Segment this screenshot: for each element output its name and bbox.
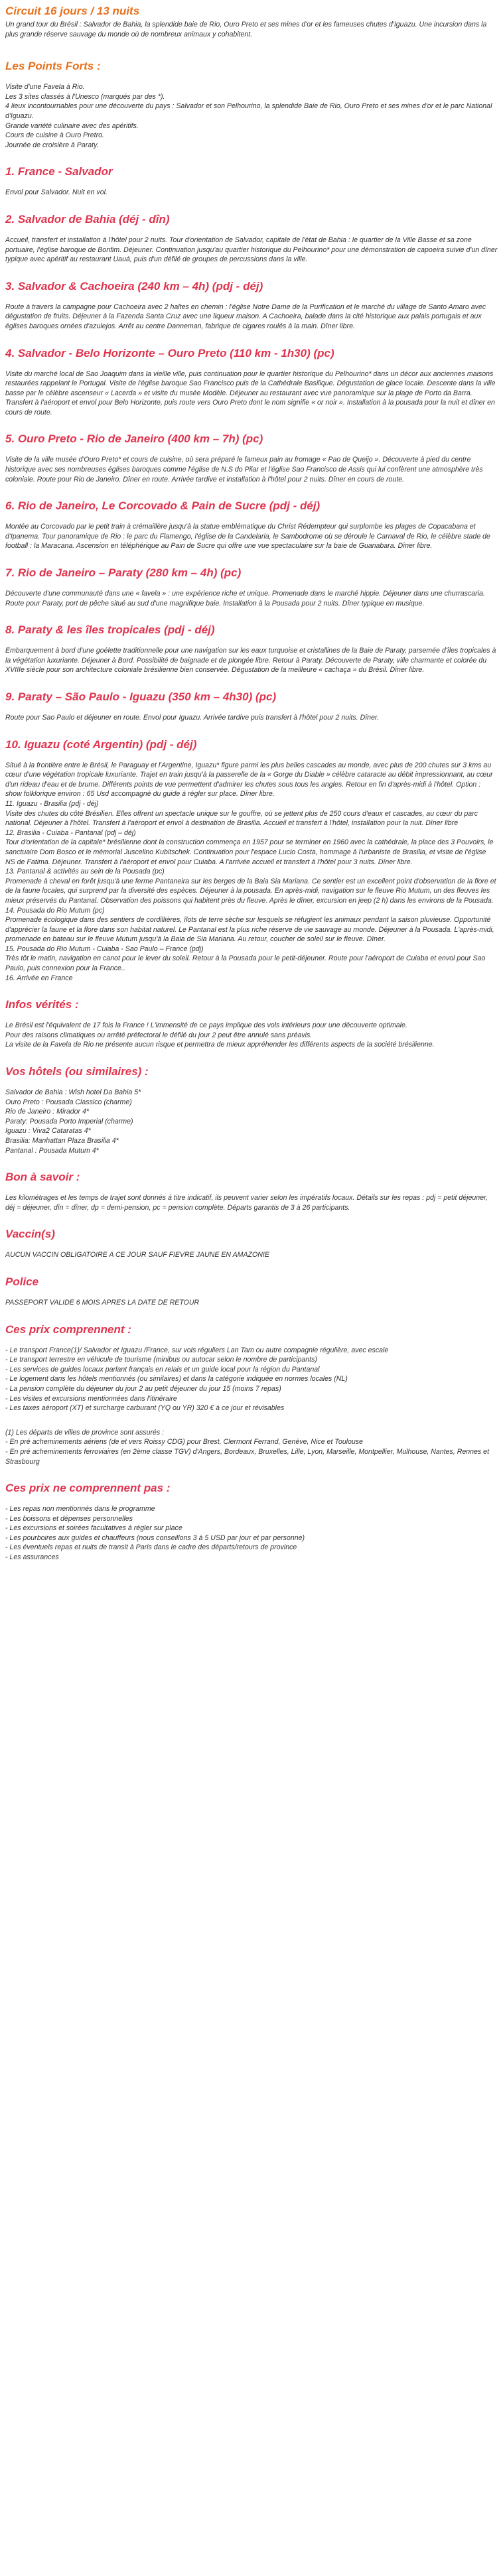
prix-ne-comprennent-list	[5, 1504, 498, 1563]
day-6-text: Montée au Corcovado par le petit train à crémaillère jusqu'à la statue emblématique du Christ Rédempteur qui surplombe les plages de Copacabana et d'Ipanema. Tour panoramique de Rio : le parc du Flamengo, l'église de la Candelaria, le Sambodrome où se déroule le Carnaval de Rio, le célèbre stade de football : la Maracana. Ascension en téléphérique au Pain de Sucre qui offre une vue spectaculaire sur la baie de Guanabara. Dîner libre.	[5, 523, 490, 550]
day-10-text: Situé à la frontière entre le Brésil, le Paraguay et l'Argentine, Iguazu* figure parmi les plus belles cascades au monde, avec plus de 200 chutes sur 3 kms au cœur d'une végétation tropicale luxuriante. Trajet en train jusqu'à la passerelle de la « Gorge du Diable » célèbre cataracte au débit impressionnant, au cœur d'un rideau d'eau et de brume. Différents points de vue permettent d'admirer les chutes sous tous les angles. Retour en fin d'après-midi à l'hôtel. Option : show folklorique environ : 65 Usd accompagné du guide à régler sur place. Dîner libre.	[5, 761, 493, 799]
prix-ne-comprennent-item: - Les éventuels repas et nuits de transit à Paris dans le cadre des départs/retours de province	[5, 1543, 297, 1552]
points-forts-heading: Les Points Forts :	[5, 60, 101, 73]
hotel-item: Rio de Janeiro : Mirador 4*	[5, 1108, 90, 1116]
day-4-title: 4. Salvador - Belo Horizonte – Ouro Preto (110 km - 1h30) (pc)	[5, 346, 334, 359]
hotel-item: Ouro Preto : Pousada Classico (charme)	[5, 1098, 132, 1106]
day-5-text: Visite de la ville musée d'Ouro Preto* et cours de cuisine, où sera préparé le fameux pain au fromage « Pao de Queijo ». Découverte à pied du centre historique avec ses nombreuses églises baroques comme l'église de N.S do Pilar et l'église Sao Francisco de Assis qui lui confèrent une atmosphère très coloniale. Route pour Rio de Janeiro. Dîner en route. Arrivée tardive et installation à l'hôtel pour 2 nuits. Dîner en cours de route.	[5, 456, 483, 483]
prix-comprennent-item: - Les taxes aéroport (XT) et surcharge carburant (YQ ou YR) 320 € à ce jour et révisables	[5, 1404, 285, 1413]
day-12-text: Tour d'orientation de la capitale* brésilienne dont la construction commença en 1957 pour se terminer en 1960 avec la cathédrale, la place des 3 Pouvoirs, le sanctuaire Dom Bosco et le mémorial Juscelino Kubitschek. Continuation pour l'espace Lucio Costa, hommage à l'urbaniste de Brasilia, et visite de l'église NS de Fatima. Déjeuner. Transfert à l'aéroport et envol pour Cuiaba. A l'arrivée accueil et transfert à l'hôtel pour 3 nuits. Dîner libre.	[5, 838, 494, 866]
day-9-text: Route pour Sao Paulo et déjeuner en route. Envol pour Iguazu. Arrivée tardive puis transfert à l'hôtel pour 2 nuits. Dîner.	[5, 714, 380, 722]
prix-ne-comprennent-item: - Les repas non mentionnés dans le programme	[5, 1505, 155, 1513]
prix-comprennent-note: (1) Les départs de villes de province sont assurés : - En pré acheminements aériens (de et vers Roissy CDG) pour Brest, Clermont Ferrand, Genève, Nice et Toulouse - En pré acheminements ferroviaires (en 2ème classe TGV) d'Angers, Bordeaux, Bruxelles, Lille, Lyon, Marseille, Montpellier, Mulhouse, Nantes, Rennes et Strasbourg	[5, 1428, 490, 1466]
hotels-heading: Vos hôtels (ou similaires) :	[5, 1065, 149, 1078]
day-11-title: 11. Iguazu - Brasilia (pdj - déj)	[5, 799, 99, 808]
day-9-title: 9. Paraty – São Paulo - Iguazu (350 km – 4h30) (pc)	[5, 690, 277, 703]
day-14-text: Promenade écologique dans des sentiers de cordillières, îlots de terre sèche sur lesquels se réfugient les animaux pendant la saison pluvieuse. Opportunité d'apprécier la faune et la flore dans son habitat naturel. Le Pantanal est la plus riche réserve de vie sauvage au monde. Déjeuner à la Pousada. L'après-midi, promenade en bateau sur le fleuve Mutum jusqu'à la Baia de Sia Mariana. Au retour, coucher de soleil sur le fleuve. Dîner.	[5, 916, 494, 944]
prix-comprennent-item: - La pension complète du déjeuner du jour 2 au petit déjeuner du jour 15 (moins 7 repas)	[5, 1384, 281, 1393]
prix-comprennent-item: - Les visites et excursions mentionnées dans l'itinéraire	[5, 1394, 177, 1403]
prix-comprennent-heading: Ces prix comprennent :	[5, 1322, 131, 1336]
vaccins-heading: Vaccin(s)	[5, 1228, 55, 1241]
day-15-text: Très tôt le matin, navigation en canot pour le lever du soleil. Retour à la Pousada pour le petit-déjeuner. Route pour l'aéroport de Cuiaba et envol pour Sao Paulo, puis connexion pour la France..	[5, 954, 486, 973]
hotel-item: Brasilia: Manhattan Plaza Brasilia 4*	[5, 1137, 119, 1145]
day-8-title: 8. Paraty & les îles tropicales (pdj - déj)	[5, 623, 215, 637]
day-11-text: Visite des chutes du côté Brésilien. Elles offrent un spectacle unique sur le gouffre, où se jettent plus de 250 cours d'eaux et cascades, au cœur du parc national. Déjeuner à l'hôtel. Transfert à l'aéroport et envol à destination de Brasilia. Accueil et transfert à l'hôtel, installation pour la nuit. Dîner libre	[5, 809, 478, 828]
hotel-item: Paraty: Pousada Porto Imperial (charme)	[5, 1117, 133, 1126]
points-forts-item: Les 3 sites classés à l'Unesco (marqués par des *).	[5, 92, 165, 101]
day-8-text: Embarquement à bord d'une goélette traditionnelle pour une navigation sur les eaux turquoise et cristallines de la Baie de Paraty, parsemée d'îles tropicales à la végétation luxuriante. Déjeuner à Bord. Possibilité de baignade et de plongée libre. Retour à Paraty. Découverte de Paraty, ville charmante et colorée du XVIIIe siècle pour son architecture coloniale brésilienne bien conservée. Dégustation de la meilleure « cachaça » du Brésil. Dîner libre.	[5, 647, 496, 675]
infos-text: Le Brésil est l'équivalent de 17 fois la France ! L'immensité de ce pays implique des vols intérieurs pour une découverte optimale. Pour des raisons climatiques ou arrêté préfectoral le défilé du jour 2 peut être annulé sans préavis. La visite de la Favela de Rio ne présente aucun risque et permettra de mieux appréhender les différents aspects de la société brésilienne.	[5, 1021, 435, 1049]
points-forts-item: 4 lieux incontournables pour une découverte du pays : Salvador et son Pelhourino, la splendide Baie de Rio, Ouro Preto et ses mines d'or et le parc National d'Iguazu.	[5, 102, 492, 120]
points-forts-list	[5, 82, 498, 150]
prix-ne-comprennent-item: - Les assurances	[5, 1553, 59, 1562]
day-6-title: 6. Rio de Janeiro, Le Corcovado & Pain de Sucre (pdj - déj)	[5, 499, 321, 513]
prix-comprennent-item: - Les services de guides locaux parlant français en relais et un guide local pour la région du Pantanal	[5, 1365, 320, 1374]
prix-comprennent-item: - Le logement dans les hôtels mentionnés (ou similaires) et dans la catégorie indiquée en normes locales (NL)	[5, 1375, 348, 1384]
day-7-title: 7. Rio de Janeiro – Paraty (280 km – 4h) (pc)	[5, 566, 242, 580]
points-forts-item: Visite d'une Favela à Rio.	[5, 83, 85, 92]
prix-ne-comprennent-item: - Les excursions et soirées facultatives à régler sur place	[5, 1524, 182, 1533]
day-3-title: 3. Salvador & Cachoeira (240 km – 4h) (pdj - déj)	[5, 279, 263, 292]
trip-title: Circuit 16 jours / 13 nuits	[5, 5, 140, 17]
points-forts-item: Journée de croisière à Paraty.	[5, 141, 99, 149]
day-1-text: Envol pour Salvador. Nuit en vol.	[5, 188, 108, 197]
hotel-item: Salvador de Bahia : Wish hotel Da Bahia 5*	[5, 1088, 141, 1097]
day-5-title: 5. Ouro Preto - Rio de Janeiro (400 km – 7h) (pc)	[5, 432, 263, 446]
prix-comprennent-list	[5, 1346, 498, 1413]
day-15-title: 15. Pousada do Rio Mutum - Cuiaba - Sao Paulo – France (pdj)	[5, 944, 204, 953]
police-heading: Police	[5, 1275, 39, 1288]
day-13-title: 13. Pantanal & activités au sein de la Pousada (pc)	[5, 868, 165, 876]
points-forts-item: Grande variété culinaire avec des apéritifs.	[5, 121, 139, 130]
day-4-text: Visite du marché local de Sao Joaquim dans la vieille ville, puis continuation pour le quartier historique du Pelhourino* dans un décor aux anciennes maisons restaurées rappelant le Portugal. Visite de l'église baroque Sao Francisco puis de la Cathédrale Basilique. Dégustation de glace locale. Descente dans la ville basse par le célèbre ascenseur « Lacerda » et visite du musée Modèle. Déjeuner au restaurant avec vue panoramique sur la plage de Porto da Barra. Transfert à l'aéroport et envol pour Belo Horizonte, puis route vers Ouro Preto dont le nom signifie « or noir ». Installation à la pousada pour la nuit et dîner en cours de route.	[5, 369, 496, 417]
day-2-text: Accueil, transfert et installation à l'hôtel pour 2 nuits. Tour d'orientation de Salvador, capitale de l'état de Bahia : le quartier de la Ville Basse et sa zone portuaire, l'église baroque de Bonfim. Déjeuner. Continuation jusqu'au quartier historique du Pelhourino* pour une démonstration de capoeira suivie d'un dîner typique avec apéritif au restaurant Uauá, puis d'un défilé de groupes de percussions dans la ville.	[5, 235, 498, 264]
prix-ne-comprennent-heading: Ces prix ne comprennent pas :	[5, 1482, 171, 1495]
day-1-title: 1. France - Salvador	[5, 165, 113, 178]
prix-ne-comprennent-item: - Les boissons et dépenses personnelles	[5, 1514, 133, 1523]
prix-comprennent-item: - Le transport France(1)/ Salvador et Iguazu /France, sur vols réguliers Lan Tam ou autre compagnie régulière, avec escale	[5, 1346, 389, 1354]
bon-savoir-heading: Bon à savoir :	[5, 1171, 80, 1184]
day-16-title: 16. Arrivée en France	[5, 974, 73, 982]
day-13-text: Promenade à cheval en forêt jusqu'à une ferme Pantaneira sur les berges de la Baia Sia Mariana. Ce sentier est un excellent point d'observation de la flore et de la faune locales, qui surprend par la diversité des espèces. Déjeuner à la pousada. En après-midi, navigation sur le fleuve Rio Mutum, un des fleuves les mieux préservés du Pantanal. Observation des poissons qui habitent près du fleuve. Après le dîner, excursion en jeep (2 h) dans les environs de la Pousada.	[5, 877, 496, 905]
day-10-title: 10. Iguazu (coté Argentin) (pdj - déj)	[5, 738, 197, 751]
hotel-item: Pantanal : Pousada Mutum 4*	[5, 1146, 99, 1155]
trip-intro: Un grand tour du Brésil : Salvador de Bahia, la splendide baie de Rio, Ouro Preto et ses mines d'or et les fameuses chutes d'Iguazu. Une incursion dans la plus grande réserve sauvage du monde où de nombreux animaux y cohabitent.	[5, 21, 487, 38]
points-forts-item: Cours de cuisine à Ouro Pretro.	[5, 131, 104, 140]
prix-ne-comprennent-item: - Les pourboires aux guides et chauffeurs (nous conseillons 3 à 5 USD par jour et par personne)	[5, 1533, 305, 1542]
bon-savoir-text: Les kilométrages et les temps de trajet sont donnés à titre indicatif, ils peuvent varier selon les impératifs locaux. Détails sur les repas : pdj = petit déjeuner, déj = déjeuner, dîn = dîner, dp = demi-pension, pc = pension complète. Départs garantis de 3 à 26 participants.	[5, 1194, 488, 1212]
prix-comprennent-item: - Le transport terrestre en véhicule de tourisme (minibus ou autocar selon le nombre de participants)	[5, 1356, 317, 1364]
hotels-list	[5, 1088, 498, 1155]
infos-heading: Infos vérités :	[5, 998, 79, 1011]
day-12-title: 12. Brasilia - Cuiaba - Pantanal (pdj – déj)	[5, 828, 136, 837]
hotel-item: Iguazu : Viva2 Cataratas 4*	[5, 1127, 91, 1135]
police-text: PASSEPORT VALIDE 6 MOIS APRES LA DATE DE RETOUR	[5, 1298, 200, 1307]
day-2-title: 2. Salvador de Bahia (déj - dîn)	[5, 212, 170, 225]
vaccins-text: AUCUN VACCIN OBLIGATOIRE A CE JOUR SAUF FIEVRE JAUNE EN AMAZONIE	[5, 1251, 269, 1259]
day-7-text: Découverte d'une communauté dans une « favela » : une expérience riche et unique. Promenade dans le marché hippie. Déjeuner dans une churrascaria. Route pour Paraty, port de pêche situé au sud d'une magnifique baie. Installation à la Pousada pour 2 nuits. Dîner typique en musique.	[5, 590, 485, 608]
day-3-text: Route à travers la campagne pour Cachoeira avec 2 haltes en chemin : l'église Notre Dame de la Purification et le marché du village de Santo Amaro avec dégustation de fruits. Déjeuner à la Fazenda Santa Cruz avec une liqueur maison. A Cachoeira, balade dans la cité historique aux palais portugais et aux églises baroques ornées d'azulejos. Arrêt au centre Danneman, fabrique de cigares roulés à la main. Dîner libre.	[5, 302, 486, 330]
day-14-title: 14. Pousada do Rio Mutum (pc)	[5, 906, 105, 915]
